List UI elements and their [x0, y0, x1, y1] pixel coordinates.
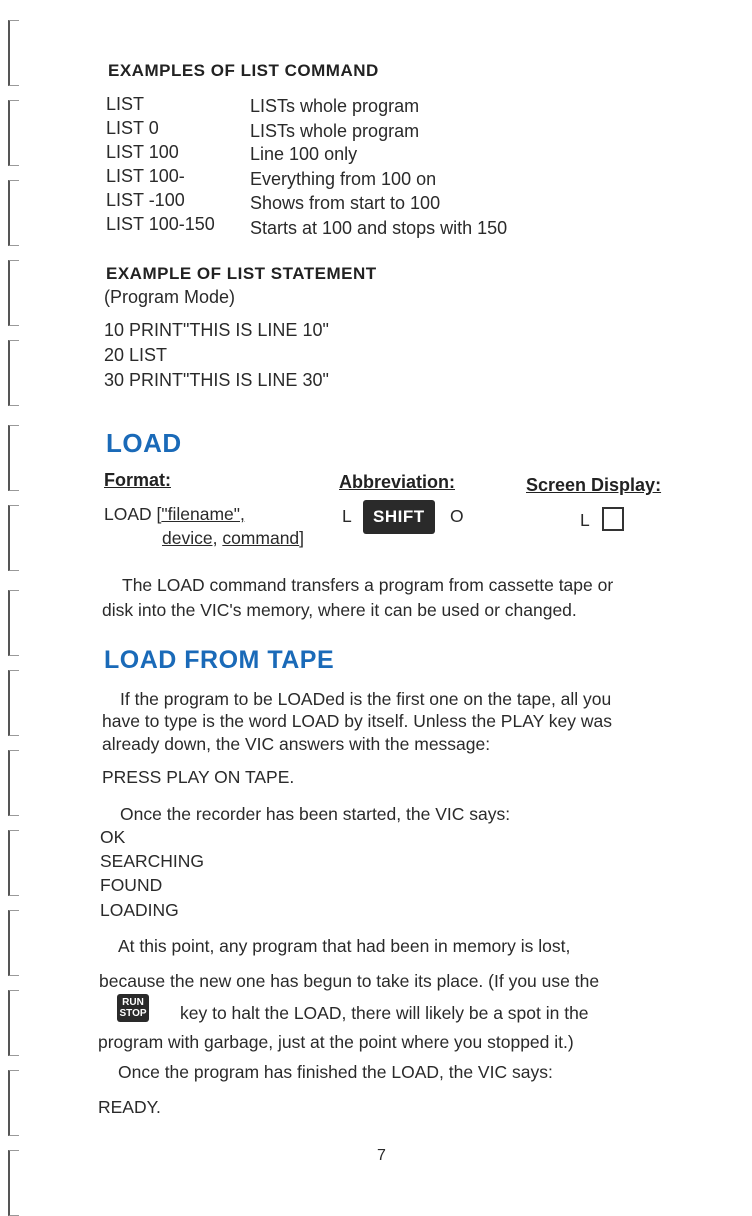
format-label: Format: [104, 470, 171, 490]
load-from-tape-heading: LOAD FROM TAPE [104, 646, 335, 674]
list-row-cmd: LIST 100- [106, 166, 185, 186]
device-param: device, [162, 528, 218, 548]
program-mode-label: (Program Mode) [104, 287, 236, 307]
code-line: 20 LIST [104, 345, 168, 365]
list-row-cmd: LIST 100 [106, 142, 179, 162]
tape-paragraph-line: At this point, any program that had been in memory is lost, [118, 936, 571, 956]
load-description-line: disk into the VIC's memory, where it can be used or changed. [102, 600, 577, 620]
tape-paragraph-line: because the new one has begun to take its place. (If you use the [99, 971, 600, 991]
tape-paragraph-line: key to halt the LOAD, there will likely be a spot in the [180, 1003, 589, 1023]
cursor-block-icon [602, 507, 624, 531]
tape-paragraph-line: If the program to be LOADed is the first one on the tape, all you [120, 689, 612, 709]
format-prefix: LOAD [ [104, 504, 162, 524]
run-stop-key-icon [117, 994, 149, 1022]
list-row-desc: Everything from 100 on [250, 169, 437, 189]
code-line: 10 PRINT"THIS IS LINE 10" [104, 320, 329, 340]
list-examples-title: EXAMPLES OF LIST COMMAND [108, 61, 379, 80]
finished-line: Once the program has finished the LOAD, the VIC says: [118, 1062, 553, 1082]
run-key-label: RUN [122, 997, 144, 1008]
recorder-started-line: Once the recorder has been started, the VIC says: [120, 804, 511, 824]
list-row-cmd: LIST 0 [106, 118, 159, 138]
shift-key-icon: SHIFT [363, 500, 435, 534]
filename-param: "filename", [161, 504, 245, 524]
statement-example-title: EXAMPLE OF LIST STATEMENT [106, 264, 377, 283]
screen-letter-l: L [580, 510, 590, 530]
load-description-line: The LOAD command transfers a program from cassette tape or [122, 575, 614, 595]
screen-message: LOADING [100, 900, 179, 920]
list-row-desc: LISTs whole program [250, 121, 420, 141]
code-line: 30 PRINT"THIS IS LINE 30" [104, 370, 329, 390]
list-row-desc: Starts at 100 and stops with 150 [250, 218, 508, 238]
screen-message: SEARCHING [100, 851, 205, 871]
format-syntax-line1 [104, 504, 245, 525]
stop-key-label: STOP [119, 1008, 147, 1019]
abbreviation-label: Abbreviation: [339, 472, 456, 492]
screen-message: OK [100, 827, 126, 847]
ready-message: READY. [98, 1097, 161, 1117]
list-row-cmd: LIST [106, 94, 145, 114]
list-row-desc: Shows from start to 100 [250, 193, 441, 213]
format-suffix: ] [299, 528, 305, 548]
abbrev-letter-o: O [450, 506, 464, 526]
screen-display-label: Screen Display: [526, 475, 662, 495]
list-row-desc: LISTs whole program [250, 96, 420, 116]
page-number: 7 [377, 1147, 386, 1164]
format-syntax-line2 [162, 528, 304, 549]
list-row-cmd: LIST 100-150 [106, 214, 215, 234]
command-param: command [222, 528, 300, 548]
load-heading: LOAD [106, 428, 182, 458]
tape-paragraph-line: have to type is the word LOAD by itself. Unless the PLAY key was [102, 711, 613, 731]
list-row-desc: Line 100 only [250, 144, 358, 164]
list-row-cmd: LIST -100 [106, 190, 185, 210]
tape-paragraph-line: program with garbage, just at the point where you stopped it.) [98, 1032, 574, 1052]
abbrev-letter-l: L [342, 506, 352, 526]
tape-paragraph-line: already down, the VIC answers with the message: [102, 734, 491, 754]
press-play-message: PRESS PLAY ON TAPE. [102, 767, 295, 787]
screen-message: FOUND [100, 875, 163, 895]
